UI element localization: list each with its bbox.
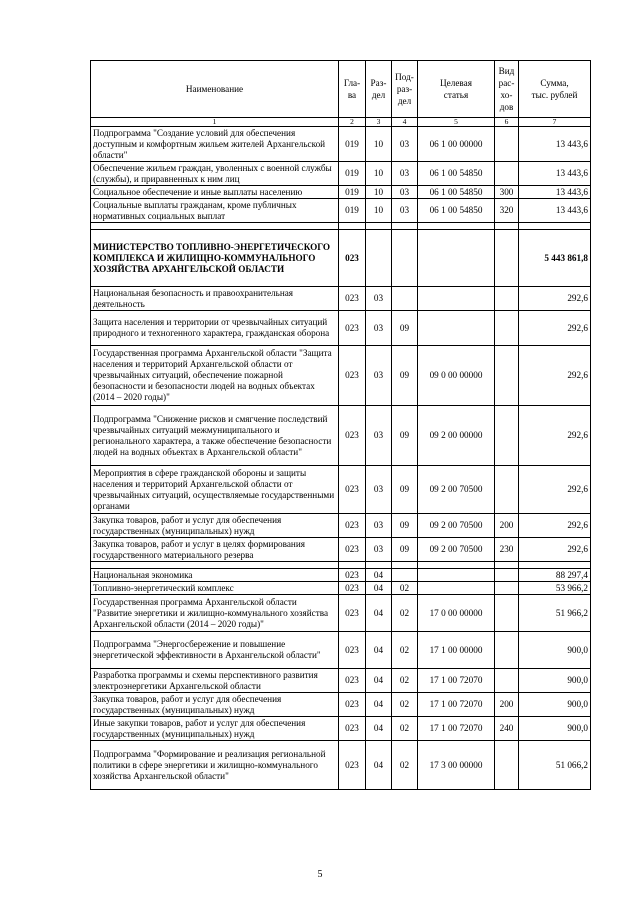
row-chapter: 023 [339,514,366,538]
row-name: Социальное обеспечение и иные выплаты населению [91,186,339,199]
row-amount: 292,6 [519,346,591,406]
spacer-cell [495,562,519,569]
row-amount: 292,6 [519,514,591,538]
row-subsection: 02 [392,582,418,595]
row-target: 09 2 00 70500 [418,514,495,538]
row-section: 03 [366,311,392,346]
header-chapter: Гла- ва [339,61,366,118]
row-chapter: 023 [339,466,366,514]
row-section: 04 [366,693,392,717]
budget-table [90,60,591,790]
row-name: Закупка товаров, работ и услуг для обеспечения государственных (муниципальных) нужд [91,693,339,717]
row-target: 09 2 00 70500 [418,466,495,514]
table-row [91,406,591,466]
row-subsection: 03 [392,199,418,223]
page-number: 5 [317,869,323,880]
table-row [91,582,591,595]
row-exp-type [495,230,519,287]
row-chapter: 023 [339,741,366,790]
row-exp-type [495,466,519,514]
row-target [418,230,495,287]
row-section: 04 [366,595,392,632]
table-row [91,127,591,162]
table-row [91,741,591,790]
row-target: 17 3 00 00000 [418,741,495,790]
column-index: 6 [495,118,519,127]
row-section: 04 [366,632,392,669]
row-section: 04 [366,741,392,790]
spacer-row [91,223,591,230]
table-row [91,595,591,632]
row-exp-type [495,741,519,790]
row-name: Национальная безопасность и правоохранительная деятельность [91,287,339,311]
row-amount: 900,0 [519,632,591,669]
row-amount: 51 066,2 [519,741,591,790]
row-chapter: 023 [339,406,366,466]
row-name: Национальная экономика [91,569,339,582]
row-exp-type [495,406,519,466]
spacer-cell [91,223,339,230]
table-row [91,346,591,406]
row-target [418,582,495,595]
spacer-cell [339,223,366,230]
row-exp-type [495,569,519,582]
row-subsection: 02 [392,669,418,693]
header-target: Целевая статья [418,61,495,118]
row-amount: 88 297,4 [519,569,591,582]
table-row [91,162,591,186]
row-chapter: 023 [339,311,366,346]
row-target: 09 2 00 00000 [418,406,495,466]
row-chapter: 023 [339,287,366,311]
row-section: 10 [366,162,392,186]
row-subsection: 09 [392,466,418,514]
row-target: 06 1 00 54850 [418,199,495,223]
table-row [91,669,591,693]
row-exp-type: 300 [495,186,519,199]
row-target: 17 1 00 00000 [418,632,495,669]
row-amount: 900,0 [519,693,591,717]
row-target: 09 0 00 00000 [418,346,495,406]
row-chapter: 023 [339,595,366,632]
row-target: 06 1 00 00000 [418,127,495,162]
spacer-cell [366,223,392,230]
row-subsection: 03 [392,186,418,199]
row-section: 03 [366,514,392,538]
row-amount: 292,6 [519,466,591,514]
table-row [91,186,591,199]
row-amount: 13 443,6 [519,186,591,199]
row-exp-type: 200 [495,693,519,717]
table-row [91,466,591,514]
row-chapter: 023 [339,717,366,741]
table-row [91,693,591,717]
row-section: 03 [366,538,392,562]
row-exp-type: 200 [495,514,519,538]
column-index: 7 [519,118,591,127]
row-chapter: 023 [339,632,366,669]
spacer-cell [91,562,339,569]
row-name: Мероприятия в сфере гражданской обороны и защиты населения и территорий Архангельской области от чрезвычайных ситуаций, осуществляемые государственными органами [91,466,339,514]
row-subsection [392,287,418,311]
row-name: Закупка товаров, работ и услуг в целях формирования государственного материального резерва [91,538,339,562]
row-name: Защита населения и территории от чрезвычайных ситуаций природного и техногенного характера, гражданская оборона [91,311,339,346]
row-name: Закупка товаров, работ и услуг для обеспечения государственных (муниципальных) нужд [91,514,339,538]
row-amount: 292,6 [519,287,591,311]
table-row [91,514,591,538]
spacer-cell [418,562,495,569]
header-amount: Сумма, тыс. рублей [519,61,591,118]
row-section: 03 [366,406,392,466]
spacer-cell [392,562,418,569]
table-row [91,538,591,562]
row-subsection: 02 [392,632,418,669]
column-index: 5 [418,118,495,127]
row-chapter: 023 [339,538,366,562]
row-chapter: 023 [339,582,366,595]
row-section: 10 [366,199,392,223]
row-chapter: 023 [339,346,366,406]
table-row [91,230,591,287]
row-amount: 900,0 [519,669,591,693]
row-subsection: 09 [392,538,418,562]
row-section: 04 [366,669,392,693]
column-index: 1 [91,118,339,127]
row-chapter: 023 [339,693,366,717]
row-section: 03 [366,346,392,406]
row-exp-type [495,127,519,162]
header-section: Раз- дел [366,61,392,118]
row-chapter: 023 [339,230,366,287]
row-chapter: 019 [339,127,366,162]
spacer-cell [519,223,591,230]
row-name: Социальные выплаты гражданам, кроме публичных нормативных социальных выплат [91,199,339,223]
row-chapter: 023 [339,669,366,693]
header-name: Наименование [91,61,339,118]
row-amount: 53 966,2 [519,582,591,595]
row-subsection: 03 [392,127,418,162]
row-exp-type [495,287,519,311]
row-name: Обеспечение жильем граждан, уволенных с военной службы (службы), и приравненных к ним лиц [91,162,339,186]
row-subsection: 02 [392,693,418,717]
row-target [418,311,495,346]
row-exp-type: 240 [495,717,519,741]
spacer-cell [418,223,495,230]
row-name: Государственная программа Архангельской области "Развитие энергетики и жилищно-коммунального хозяйства Архангельской области (2014 – 2020 годы)" [91,595,339,632]
row-section: 04 [366,569,392,582]
row-name: Подпрограмма "Энергосбережение и повышение энергетической эффективности в Архангельской области" [91,632,339,669]
row-subsection: 02 [392,595,418,632]
row-exp-type [495,346,519,406]
spacer-row [91,562,591,569]
row-amount: 13 443,6 [519,199,591,223]
table-header-row [91,61,591,118]
row-exp-type [495,162,519,186]
row-section: 04 [366,717,392,741]
row-subsection: 09 [392,406,418,466]
row-chapter: 019 [339,186,366,199]
table-row [91,311,591,346]
column-index: 2 [339,118,366,127]
row-name: Подпрограмма "Формирование и реализация региональной политики в сфере энергетики и жилищно-коммунального хозяйства Архангельской области" [91,741,339,790]
table-row [91,632,591,669]
spacer-cell [366,562,392,569]
row-subsection: 03 [392,162,418,186]
row-section: 10 [366,127,392,162]
row-amount: 13 443,6 [519,162,591,186]
row-name: Иные закупки товаров, работ и услуг для обеспечения государственных (муниципальных) нужд [91,717,339,741]
table-row [91,199,591,223]
spacer-cell [392,223,418,230]
row-amount: 292,6 [519,311,591,346]
row-subsection: 09 [392,514,418,538]
table-row [91,717,591,741]
row-exp-type [495,311,519,346]
row-exp-type: 230 [495,538,519,562]
row-amount: 13 443,6 [519,127,591,162]
row-target: 09 2 00 70500 [418,538,495,562]
column-index: 3 [366,118,392,127]
row-target: 17 1 00 72070 [418,693,495,717]
row-subsection: 09 [392,346,418,406]
row-section [366,230,392,287]
row-section: 10 [366,186,392,199]
row-subsection [392,569,418,582]
row-target: 06 1 00 54850 [418,162,495,186]
table-body [91,127,591,790]
row-subsection [392,230,418,287]
row-exp-type [495,595,519,632]
row-section: 03 [366,287,392,311]
spacer-cell [519,562,591,569]
row-exp-type [495,582,519,595]
row-section: 03 [366,466,392,514]
table-row [91,287,591,311]
row-name: МИНИСТЕРСТВО ТОПЛИВНО-ЭНЕРГЕТИЧЕСКОГО КОМПЛЕКСА И ЖИЛИЩНО-КОММУНАЛЬНОГО ХОЗЯЙСТВА АРХАНГЕЛЬСКОЙ ОБЛАСТИ [91,230,339,287]
row-chapter: 019 [339,162,366,186]
row-subsection: 02 [392,717,418,741]
spacer-cell [495,223,519,230]
row-exp-type: 320 [495,199,519,223]
row-name: Подпрограмма "Создание условий для обеспечения доступным и комфортным жильем жителей Архангельской области" [91,127,339,162]
row-target: 17 1 00 72070 [418,717,495,741]
row-amount: 900,0 [519,717,591,741]
row-target [418,287,495,311]
column-index-row [91,118,591,127]
row-amount: 292,6 [519,538,591,562]
row-target [418,569,495,582]
row-amount: 292,6 [519,406,591,466]
spacer-cell [339,562,366,569]
row-chapter: 019 [339,199,366,223]
row-name: Разработка программы и схемы перспективного развития электроэнергетики Архангельской области [91,669,339,693]
row-exp-type [495,632,519,669]
row-subsection: 02 [392,741,418,790]
row-subsection: 09 [392,311,418,346]
header-exp-type: Вид рас- хо- дов [495,61,519,118]
row-amount: 51 966,2 [519,595,591,632]
header-subsection: Под- раз- дел [392,61,418,118]
row-target: 06 1 00 54850 [418,186,495,199]
row-name: Подпрограмма "Снижение рисков и смягчение последствий чрезвычайных ситуаций межмуниципального и регионального характера, а также обеспечение безопасности людей на водных объектах в Архангельской области" [91,406,339,466]
table-row [91,569,591,582]
row-amount: 5 443 861,8 [519,230,591,287]
row-exp-type [495,669,519,693]
row-chapter: 023 [339,569,366,582]
row-name: Государственная программа Архангельской области "Защита населения и территорий Архангельской области от чрезвычайных ситуаций, обеспечение пожарной безопасности и безопасности людей на водных объектах (2014 – 2020 годы)" [91,346,339,406]
row-name: Топливно-энергетический комплекс [91,582,339,595]
row-section: 04 [366,582,392,595]
row-target: 17 1 00 72070 [418,669,495,693]
row-target: 17 0 00 00000 [418,595,495,632]
column-index: 4 [392,118,418,127]
